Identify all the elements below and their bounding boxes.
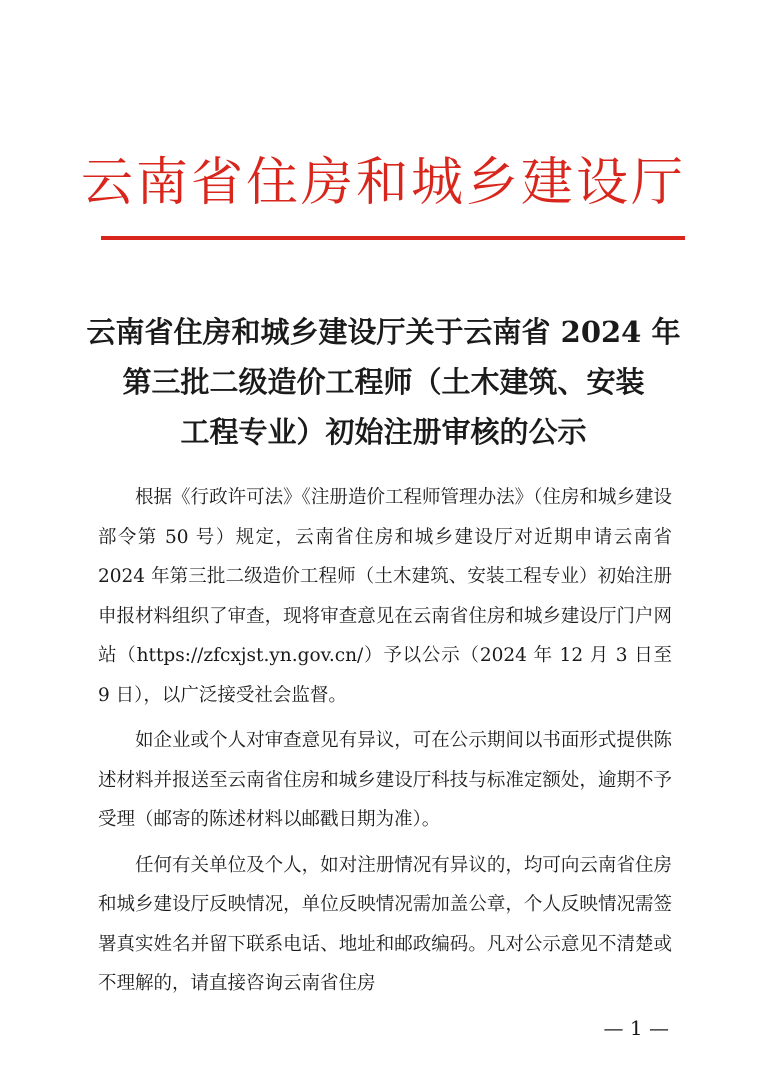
document-title-line-2: 第三批二级造价工程师（土木建筑、安装 [122,365,645,399]
document-title-line-1: 云南省住房和城乡建设厅关于云南省 2024 年 [86,315,681,349]
body-paragraph-1: 根据《行政许可法》《注册造价工程师管理办法》（住房和城乡建设部令第 50 号）规定，云南省住房和城乡建设厅对近期申请云南省 2024 年第三批二级造价工程师（土木建筑、安装工程专业）初始注册申报材料组织了审查，现将审查意见在云南省住房和城乡建设厅门户网站（https://zfcxjst.yn.gov.cn/）予以公示（2024 年 12 月 3 日至 9 日），以广泛接受社会监督。 [98,487,672,706]
page-number: — 1 — [603,1016,669,1040]
issuing-authority-header: 云南省住房和城乡建设厅 [80,153,686,213]
red-header-rule [101,236,685,240]
body-paragraph-3: 任何有关单位及个人，如对注册情况有异议的，均可向云南省住房和城乡建设厅反映情况，单位反映情况需加盖公章，个人反映情况需签署真实姓名并留下联系电话、地址和邮政编码。凡对公示意见不清楚或不理解的，请直接咨询云南省住房 [98,854,672,994]
document-title-line-3: 工程专业）初始注册审核的公示 [180,415,587,449]
body-paragraph-2: 如企业或个人对审查意见有异议，可在公示期间以书面形式提供陈述材料并报送至云南省住房和城乡建设厅科技与标准定额处，逾期不予受理（邮寄的陈述材料以邮戳日期为准）。 [98,730,672,830]
document-title [70,307,697,457]
document-body [98,478,672,1010]
